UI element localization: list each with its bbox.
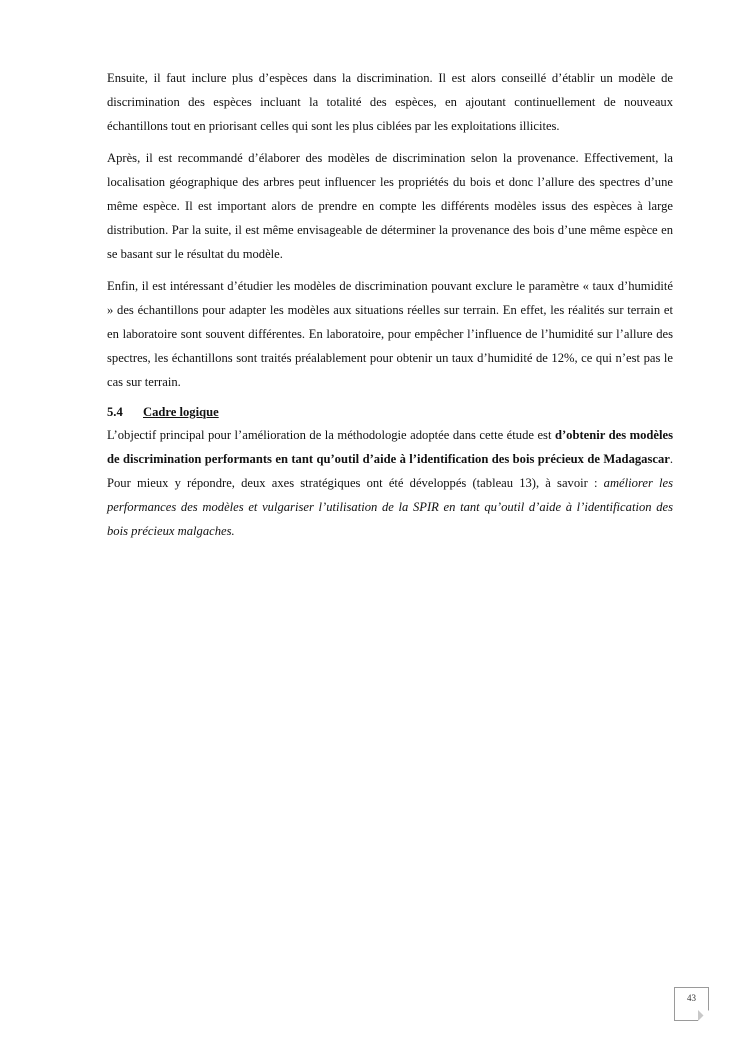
- page-number: 43: [687, 993, 696, 1003]
- paragraph-species-inclusion: Ensuite, il faut inclure plus d’espèces dans la discrimination. Il est alors conseillé d’établir un modèle de discrimination des espèces incluant la totalité des espèces, en ajoutant continuellement de nouveaux échantillons tout en priorisant celles qui sont les plus ciblées par les exploitations illicites.: [107, 71, 673, 133]
- objective-italic-text: améliorer les performances des modèles et vulgariser l’utilisation de la SPIR en tant qu’outil d’aide à l’identification des bois précieux malgaches.: [107, 476, 673, 538]
- objective-middle-text: . Pour mieux y répondre, deux axes stratégiques ont été développés (tableau 13), à savoir :: [107, 452, 673, 490]
- objective-bold-text: d’obtenir des modèles de discrimination performants en tant qu’outil d’aide à l’identification des bois précieux de Madagascar: [107, 428, 673, 466]
- page-curl-cover: [698, 1010, 709, 1021]
- section-title: Cadre logique: [143, 405, 219, 419]
- paragraph-provenance-models: Après, il est recommandé d’élaborer des modèles de discrimination selon la provenance. Effectivement, la localisation géographique des arbres peut influencer les propriétés du bois et donc l’allure des spectres d’une même espèce. Il est important alors de prendre en compte les différents modèles issus des espèces à large distribution. Par la suite, il est même envisageable de déterminer la provenance des bois d’une même espèce en se basant sur le résultat du modèle.: [107, 151, 673, 261]
- document-body: [107, 66, 673, 551]
- paragraph-humidity-parameter: Enfin, il est intéressant d’étudier les modèles de discrimination pouvant exclure le paramètre « taux d’humidité » des échantillons pour adapter les modèles aux situations réelles sur terrain. En effet, les réalités sur terrain et en laboratoire sont souvent différentes. En laboratoire, pour empêcher l’influence de l’humidité sur l’allure des spectres, les échantillons sont traités préalablement pour obtenir un taux d’humidité de 12%, ce qui n’est pas le cas sur terrain.: [107, 279, 673, 389]
- objective-intro-text: L’objectif principal pour l’amélioration de la méthodologie adoptée dans cette étude est: [107, 428, 555, 442]
- section-number: 5.4: [107, 405, 123, 419]
- page-number-box: [674, 987, 709, 1021]
- section-heading: [107, 402, 673, 422]
- paragraph-objective: [107, 423, 673, 543]
